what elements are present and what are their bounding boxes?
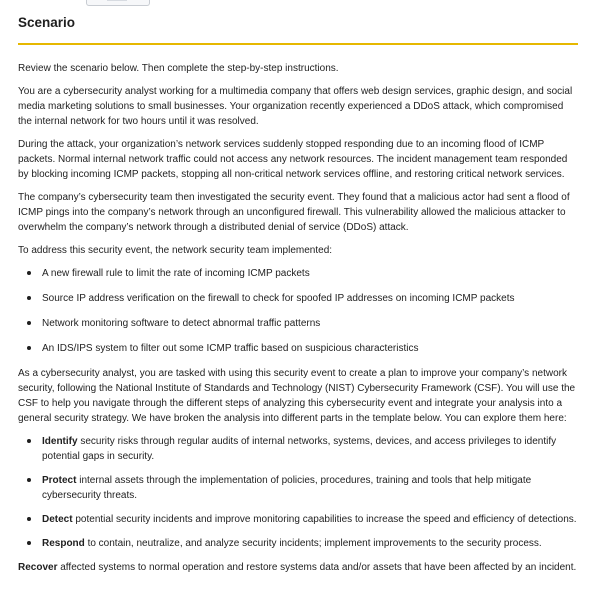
function-term: Identify xyxy=(42,436,78,447)
list-item xyxy=(18,266,578,281)
scenario-body xyxy=(18,61,578,575)
list-item-text: Source IP address verification on the firewall to check for spoofed IP addresses on incoming ICMP packets xyxy=(42,293,515,304)
function-text: internal assets through the implementation of policies, procedures, training and tools that help mitigate cybersecurity threats. xyxy=(42,475,532,501)
list-item-text: Network monitoring software to detect abnormal traffic patterns xyxy=(42,318,321,329)
list-item xyxy=(18,473,578,503)
bullet-icon xyxy=(27,478,31,482)
bullet-icon xyxy=(27,321,31,325)
bullet-icon xyxy=(27,296,31,300)
accent-divider xyxy=(18,43,578,45)
top-image-notch xyxy=(107,0,127,1)
csf-paragraph: As a cybersecurity analyst, you are tasked with using this security event to create a plan to improve your company’s network security, following the National Institute of Standards and Technology (NIST) Cybersecurity Framework (CSF). You will use the CSF to help you navigate through the different steps of analyzing this cybersecurity event and integrate your analysis into a general security strategy. We have broken the analysis into different parts in the template below. You can explore them here: xyxy=(18,368,576,424)
function-term: Detect xyxy=(42,514,73,525)
paragraph-1: You are a cybersecurity analyst working for a multimedia company that offers web design services, graphic design, and social media marketing solutions to small businesses. Your organization recently experienced a DDoS attack, which compromised the internal network for two hours until it was resolved. xyxy=(18,86,573,127)
list-item xyxy=(18,434,578,464)
function-term: Respond xyxy=(42,538,85,549)
bullet-icon xyxy=(27,541,31,545)
list-item xyxy=(18,316,578,331)
list-item xyxy=(18,512,578,527)
bullet-icon xyxy=(27,271,31,275)
paragraph-2: During the attack, your organization’s network services suddenly stopped responding due to an incoming flood of ICMP packets. Normal internal network traffic could not access any network resources. The incident management team responded by blocking incoming ICMP packets, stopping all non-critical network services offline, and restoring critical network services. xyxy=(18,139,568,180)
function-text: to contain, neutralize, and analyze security incidents; implement improvements to the security process. xyxy=(87,538,542,549)
list-item xyxy=(18,341,578,356)
list-item xyxy=(18,291,578,306)
list-item-text: A new firewall rule to limit the rate of incoming ICMP packets xyxy=(42,268,310,279)
bullet-icon xyxy=(27,517,31,521)
list-item xyxy=(18,536,578,551)
bullet-icon xyxy=(27,346,31,350)
intro-text: Review the scenario below. Then complete the step-by-step instructions. xyxy=(18,63,339,74)
measures-list xyxy=(18,266,578,356)
paragraph-4: To address this security event, the network security team implemented: xyxy=(18,245,333,256)
bullet-icon xyxy=(27,439,31,443)
function-term: Protect xyxy=(42,475,77,486)
recover-text: affected systems to normal operation and restore systems data and/or assets that have been affected by an incident. xyxy=(60,562,577,573)
function-text: security risks through regular audits of internal networks, systems, devices, and access privileges to identify potential gaps in security. xyxy=(42,436,557,462)
paragraph-3: The company’s cybersecurity team then investigated the security event. They found that a malicious actor had sent a flood of ICMP pings into the company’s network through an unconfigured firewall. This vulnerability allowed the malicious attacker to overwhelm the company’s network through a distributed denial of service (DDoS) attack. xyxy=(18,192,570,233)
function-text: potential security incidents and improve monitoring capabilities to increase the speed and efficiency of detections. xyxy=(75,514,577,525)
top-image-edge xyxy=(86,0,150,6)
recover-term: Recover xyxy=(18,562,58,573)
list-item-text: An IDS/IPS system to filter out some ICMP traffic based on suspicious characteristics xyxy=(42,343,419,354)
scenario-section xyxy=(18,15,578,583)
csf-functions-list xyxy=(18,434,578,551)
section-heading: Scenario xyxy=(18,15,76,30)
recover-line xyxy=(18,560,578,575)
